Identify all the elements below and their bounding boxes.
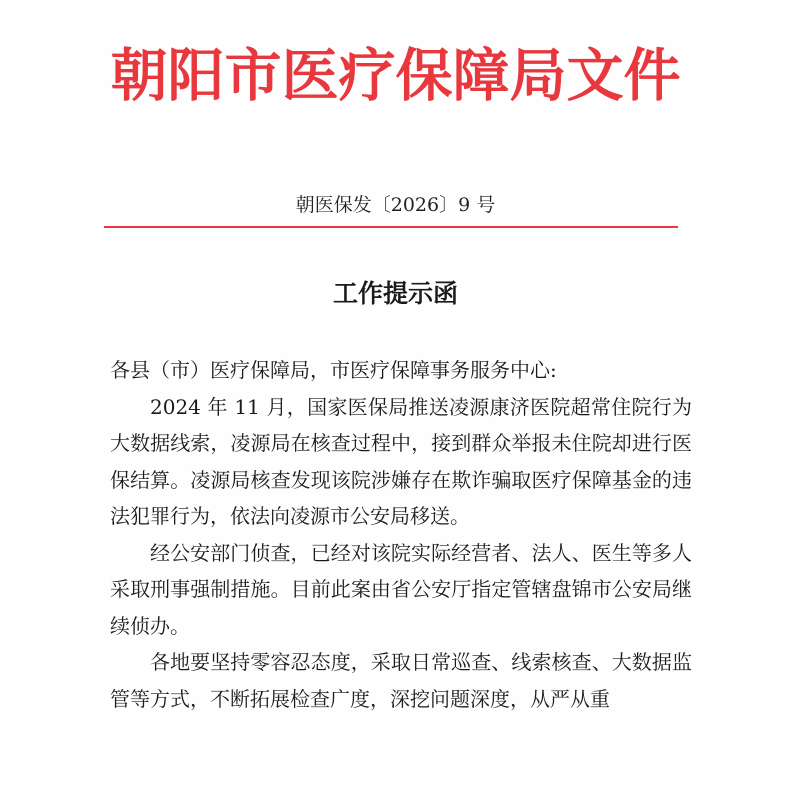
body-paragraph-2: 经公安部门侦查，已经对该院实际经营者、法人、医生等多人采取刑事强制措施。目前此案由省公安厅指定管辖盘锦市公安局继续侦办。 [110, 540, 692, 638]
document-header-title: 朝阳市医疗保障局文件 [110, 43, 681, 109]
document-body [110, 352, 692, 717]
salutation: 各县（市）医疗保障局，市医疗保障事务服务中心: [110, 358, 557, 382]
red-divider-line [104, 226, 678, 228]
body-paragraph-3: 各地要坚持零容忍态度，采取日常巡查、线索核查、大数据监管等方式，不断拓展检查广度，深挖问题深度，从严从重 [110, 650, 692, 711]
body-paragraph-1: 2024 年 11 月，国家医保局推送凌源康济医院超常住院行为大数据线索，凌源局在核查过程中，接到群众举报未住院却进行医保结算。凌源局核查发现该院涉嫌存在欺诈骗取医疗保障基金的违法犯罪行为，依法向凌源市公安局移送。 [110, 394, 692, 528]
document-title: 工作提示函 [332, 279, 458, 308]
document-number: 朝医保发〔2026〕9 号 [295, 194, 496, 216]
